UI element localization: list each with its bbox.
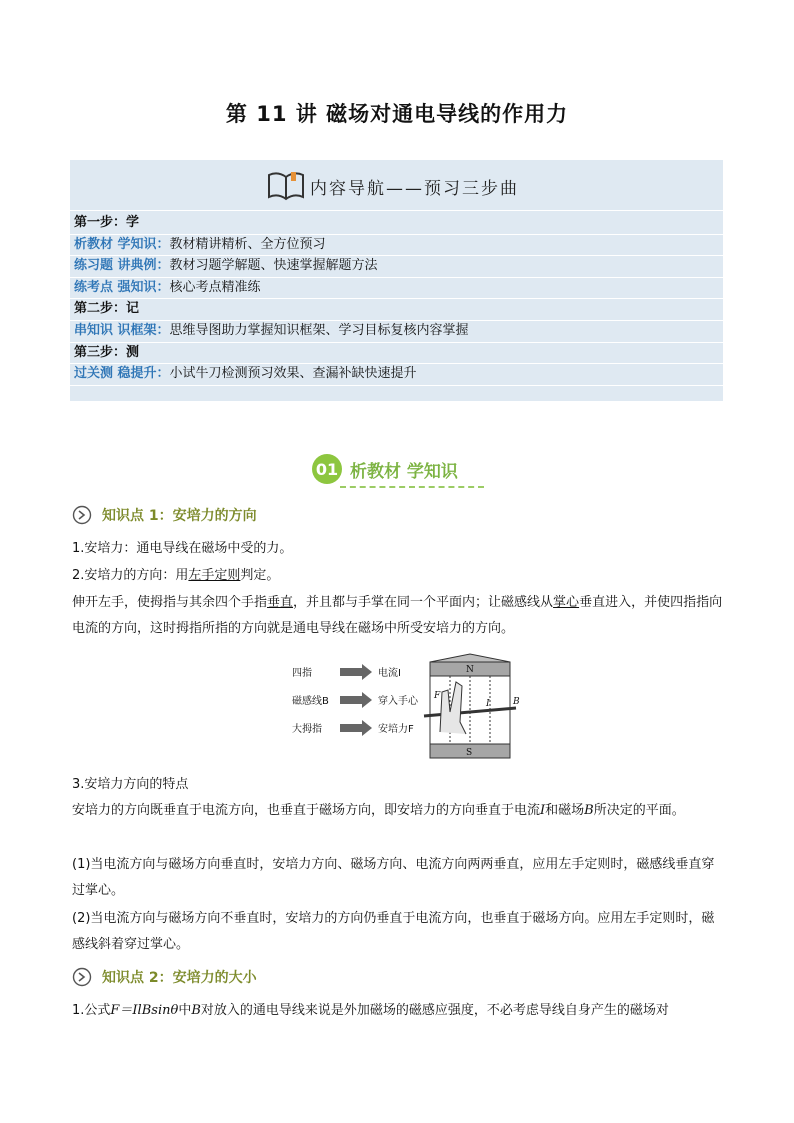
svg-text:I: I <box>486 699 490 709</box>
section-title: 析教材 学知识 <box>350 461 458 482</box>
nav-row: 练考点 强知识：核心考点精准练 <box>70 278 723 300</box>
paragraph: 3.安培力方向的特点 <box>72 777 189 792</box>
nav-row: 析教材 学知识：教材精讲精析、全方位预习 <box>70 235 723 257</box>
page-title: 第 11 讲 磁场对通电导线的作用力 <box>225 102 569 126</box>
nav-row: 第一步：学 <box>70 213 723 235</box>
svg-text:B: B <box>513 697 520 707</box>
figure-label: 大拇指 <box>292 724 322 735</box>
paragraph: 2.安培力的方向：用左手定则判定。 <box>72 568 280 583</box>
nav-rows <box>70 213 723 386</box>
paragraph: 1.公式F＝IlBsinθ中B对放入的通电导线来说是外加磁场的磁感应强度，不必考虑导线自身产生的磁场对 <box>72 1003 669 1018</box>
figure-label: 穿入手心 <box>378 696 418 707</box>
section-header <box>312 452 458 486</box>
chevron-circle-icon <box>72 505 92 525</box>
book-icon <box>266 169 306 203</box>
knowledge-point-title: 知识点 2：安培力的大小 <box>102 970 257 986</box>
figure-label: 安培力F <box>378 724 414 735</box>
nav-row: 第二步：记 <box>70 299 723 321</box>
nav-title: 内容导航——预习三步曲 <box>310 178 519 199</box>
knowledge-point-2-header <box>72 966 257 988</box>
paragraph: 1.安培力：通电导线在磁场中受的力。 <box>72 541 293 556</box>
nav-row: 串知识 识框架：思维导图助力掌握知识框架、学习目标复核内容掌握 <box>70 321 723 343</box>
knowledge-point-1-header <box>72 504 257 526</box>
paragraph: (1)当电流方向与磁场方向垂直时，安培力方向、磁场方向、电流方向两两垂直，应用左手定则时，磁感线垂直穿过掌心。 <box>72 857 715 898</box>
section-number-badge: 01 <box>312 454 342 484</box>
nav-row: 练习题 讲典例：教材习题学解题、快速掌握解题方法 <box>70 256 723 278</box>
content-navigation-box <box>70 160 723 401</box>
nav-row: 过关测 稳提升：小试牛刀检测预习效果、查漏补缺快速提升 <box>70 364 723 386</box>
nav-header <box>70 160 723 211</box>
figure-label: 磁感线B <box>292 696 329 707</box>
svg-text:S: S <box>466 748 473 758</box>
paragraph: 伸开左手，使拇指与其余四个手指垂直，并且都与手掌在同一个平面内；让磁感线从掌心垂直进入，并使四指指向电流的方向，这时拇指所指的方向就是通电导线在磁场中所受安培力的方向。 <box>72 595 723 636</box>
section-underline <box>340 486 484 488</box>
nav-row: 第三步：测 <box>70 343 723 365</box>
left-hand-rule-figure <box>290 652 520 764</box>
arrow-icons <box>340 664 372 736</box>
svg-text:F: F <box>434 691 441 701</box>
figure-label: 四指 <box>292 668 312 679</box>
svg-text:N: N <box>466 665 474 675</box>
knowledge-point-title: 知识点 1：安培力的方向 <box>102 508 257 524</box>
paragraph: (2)当电流方向与磁场方向不垂直时，安培力的方向仍垂直于电流方向，也垂直于磁场方向。应用左手定则时，磁感线斜着穿过掌心。 <box>72 911 715 952</box>
paragraph: 安培力的方向既垂直于电流方向，也垂直于磁场方向，即安培力的方向垂直于电流I和磁场B所决定的平面。 <box>72 803 685 818</box>
chevron-circle-icon <box>72 967 92 987</box>
figure-label: 电流I <box>378 668 401 679</box>
